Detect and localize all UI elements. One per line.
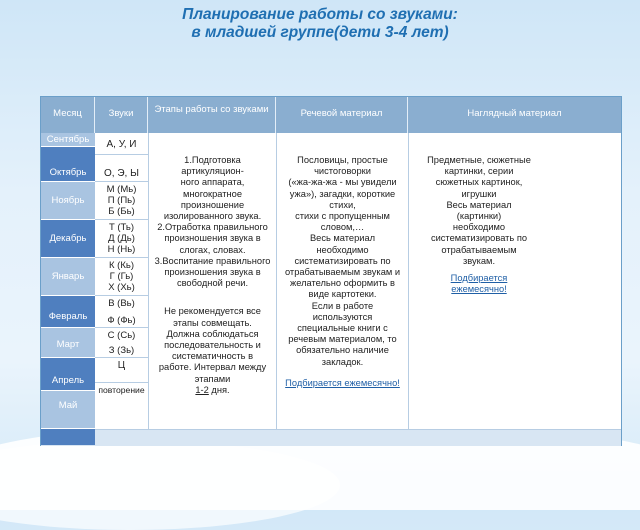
sound-cell xyxy=(95,296,148,328)
sound-text: повторение xyxy=(98,385,145,395)
header-sounds: Звуки xyxy=(95,97,148,133)
stages-line: 2.Отработка правильного xyxy=(157,222,268,233)
speech-line: ужа»), загадки, короткие xyxy=(289,188,396,199)
stages-line: произношения звука в xyxy=(164,233,261,244)
stages-note-line: этапы совмещать. xyxy=(173,317,252,328)
speech-line: желательно оформить в xyxy=(289,278,395,289)
stages-line: 1.Подготовка xyxy=(184,155,241,165)
sound-text: Д (Дь) xyxy=(108,233,135,244)
header-visual: Наглядный материал xyxy=(408,97,621,133)
stages-interval: 1-2 xyxy=(195,384,209,395)
visual-note-line: ежемесячно! xyxy=(451,284,507,295)
stages-line: произношение xyxy=(180,199,245,210)
sound-text: З (Зь) xyxy=(108,345,135,356)
sound-cell xyxy=(95,133,148,155)
sound-text: А, У, И xyxy=(106,139,137,150)
speech-line: используются xyxy=(312,311,373,322)
sound-text: П (Пь) xyxy=(107,195,136,206)
page-title xyxy=(0,6,640,42)
sound-text: О, Э, Ы xyxy=(104,168,139,179)
speech-line: отрабатываемым звукам и xyxy=(284,267,401,278)
visual-line: Предметные, сюжетные xyxy=(427,155,531,165)
month-cell: Февраль xyxy=(41,296,95,328)
table-footer-row xyxy=(41,429,621,446)
speech-line: Весь материал xyxy=(309,233,376,244)
header-month: Месяц xyxy=(41,97,95,133)
stages-line: артикуляцион- xyxy=(181,166,244,177)
sound-text: Х (Хь) xyxy=(108,282,135,293)
stages-note-line: Должна соблюдаться xyxy=(166,328,259,339)
visual-line: сюжетных картинок, xyxy=(435,177,523,188)
sound-text: Ц xyxy=(117,360,126,371)
sound-text: К (Кь) xyxy=(109,260,134,271)
sound-cell xyxy=(95,155,148,182)
stages-line: свободной речи. xyxy=(176,278,249,289)
speech-line: виде картотеки. xyxy=(308,289,377,300)
title-line-1: Планирование работы со звуками: xyxy=(182,6,458,23)
month-cell: Ноябрь xyxy=(41,182,95,220)
sound-text: Т (Ть) xyxy=(108,222,135,233)
sound-text: В (Вь) xyxy=(108,298,135,309)
footer-month-cell xyxy=(41,429,95,445)
stages-note-line: этапами xyxy=(194,373,231,384)
speech-note: Подбирается ежемесячно! xyxy=(285,377,400,388)
sound-text: Г (Гь) xyxy=(109,271,134,282)
sound-cell xyxy=(95,358,148,383)
speech-cell xyxy=(277,133,408,389)
visual-line: (картинки) xyxy=(456,211,502,222)
visual-line: систематизировать по xyxy=(430,233,528,244)
stages-line: слогах, словах. xyxy=(179,244,246,255)
visual-line: необходимо xyxy=(452,222,506,233)
sound-cell xyxy=(95,220,148,258)
speech-line: закладок. xyxy=(321,356,364,367)
speech-line: систематизировать по xyxy=(294,255,391,266)
stages-line: многократное xyxy=(183,188,242,199)
speech-line: обязательно наличие xyxy=(296,345,389,356)
speech-line: специальные книги с xyxy=(297,323,388,334)
month-cell: Март xyxy=(41,328,95,358)
stages-note-line: работе. Интервал между xyxy=(158,362,267,373)
header-stages: Этапы работы со звуками xyxy=(148,97,276,133)
sound-cell xyxy=(95,182,148,220)
stages-line: произношения звука в xyxy=(164,267,261,278)
stages-note-line: систематичность в xyxy=(171,351,254,362)
month-cell: Январь xyxy=(41,258,95,296)
sound-plan-table xyxy=(40,96,622,446)
month-cell: Сентябрь xyxy=(41,133,95,147)
title-line-2: в младшей группе(дети 3-4 лет) xyxy=(191,24,449,41)
sound-cell xyxy=(95,258,148,296)
month-cell: Апрель xyxy=(41,358,95,391)
sound-text: Б (Бь) xyxy=(108,206,135,217)
sound-text: С (Сь) xyxy=(107,330,136,341)
visual-line: звукам. xyxy=(462,255,496,266)
sound-cell xyxy=(95,328,148,358)
stages-cell xyxy=(149,133,276,396)
stages-line: 3.Воспитание правильного xyxy=(154,255,271,266)
speech-line: чистоговорки xyxy=(314,166,371,177)
speech-line: речевым материалом, то xyxy=(288,334,397,345)
month-cell: Октябрь xyxy=(41,147,95,182)
speech-line: Пословицы, простые xyxy=(297,155,388,165)
speech-line: словом,… xyxy=(320,222,365,233)
speech-line: Если в работе xyxy=(311,300,374,311)
sound-text: Н (Нь) xyxy=(107,244,136,255)
visual-note-line: Подбирается xyxy=(450,273,508,284)
visual-cell xyxy=(409,133,549,295)
stages-line: ного аппарата, xyxy=(180,177,245,188)
visual-line: игрушки xyxy=(461,188,497,199)
header-speech: Речевой материал xyxy=(276,97,408,133)
stages-line: изолированного звука. xyxy=(163,211,262,222)
speech-line: («жа-жа-жа - мы увидели xyxy=(288,177,397,188)
stages-interval-line xyxy=(149,385,276,396)
visual-line: Весь материал xyxy=(446,199,512,210)
month-cell: Май xyxy=(41,391,95,429)
stages-interval-suffix: дня. xyxy=(208,384,230,395)
speech-line: стихи, xyxy=(329,199,356,210)
stages-note-line: последовательность и xyxy=(164,340,261,351)
stages-note-line: Не рекомендуется все xyxy=(164,306,261,317)
visual-line: отрабатываемым xyxy=(441,244,517,255)
sound-cell xyxy=(95,383,148,429)
speech-line: стихи с пропущенным xyxy=(295,211,390,222)
visual-line: картинки, серии xyxy=(444,166,514,177)
month-cell: Декабрь xyxy=(41,220,95,258)
sound-text: М (Мь) xyxy=(106,184,137,195)
speech-line: необходимо xyxy=(316,244,369,255)
sound-text: Ф (Фь) xyxy=(107,315,136,326)
